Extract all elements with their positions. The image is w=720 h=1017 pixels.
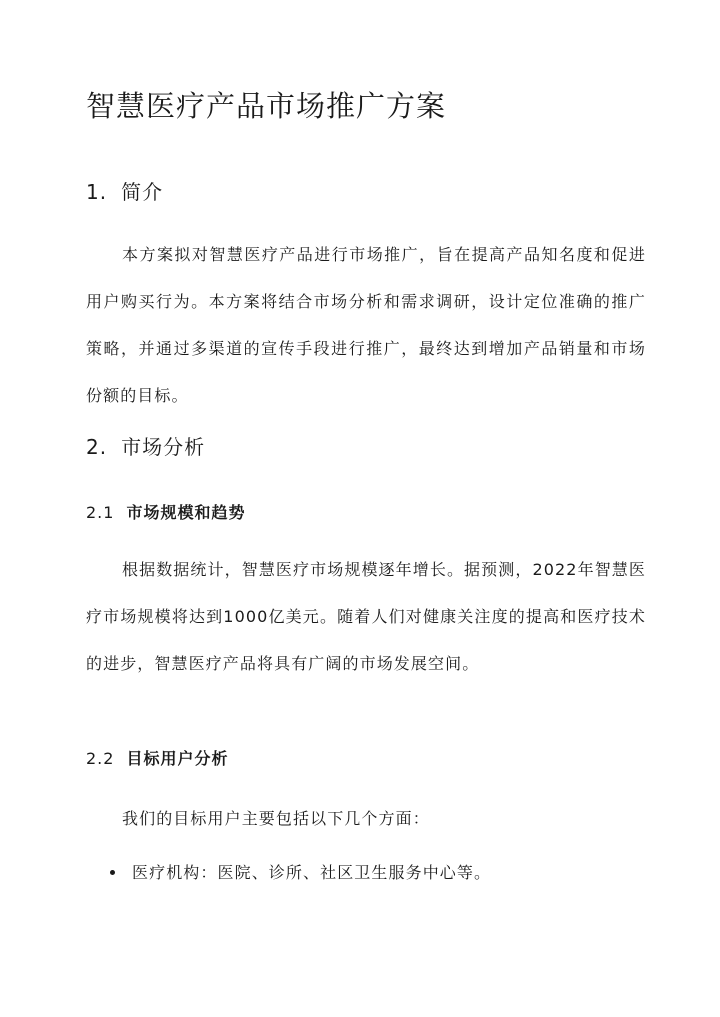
intro-paragraph: 本方案拟对智慧医疗产品进行市场推广，旨在提高产品知名度和促进用户购买行为。本方案将结合市场分析和需求调研，设计定位准确的推广策略，并通过多渠道的宣传手段进行推广，最终达到增加产品销量和市场份额的目标。	[86, 245, 646, 405]
section-heading-market-analysis	[86, 431, 205, 460]
market-size-paragraph: 根据数据统计，智慧医疗市场规模逐年增长。据预测，2022年智慧医疗市场规模将达到1000亿美元。随着人们对健康关注度的提高和医疗技术的进步，智慧医疗产品将具有广阔的市场发展空间。	[86, 560, 646, 673]
section-number: 2.	[86, 435, 108, 459]
section-title: 简介	[121, 180, 164, 204]
target-users-intro: 我们的目标用户主要包括以下几个方面：	[122, 809, 430, 828]
bullet-icon	[110, 870, 115, 875]
subsection-heading-market-size	[86, 500, 245, 523]
section-title: 市场分析	[121, 435, 206, 459]
subsection-title: 目标用户分析	[126, 749, 229, 768]
section-number: 1.	[86, 180, 108, 204]
section-heading-intro	[86, 176, 163, 205]
list-item	[104, 860, 491, 883]
list-item-text: 医疗机构：医院、诊所、社区卫生服务中心等。	[132, 863, 492, 882]
document-title: 智慧医疗产品市场推广方案	[86, 89, 447, 123]
target-users-list	[104, 860, 491, 883]
subsection-heading-target-users	[86, 746, 228, 769]
subsection-title: 市场规模和趋势	[126, 503, 246, 522]
subsection-number: 2.2	[86, 749, 115, 768]
subsection-number: 2.1	[86, 503, 115, 522]
